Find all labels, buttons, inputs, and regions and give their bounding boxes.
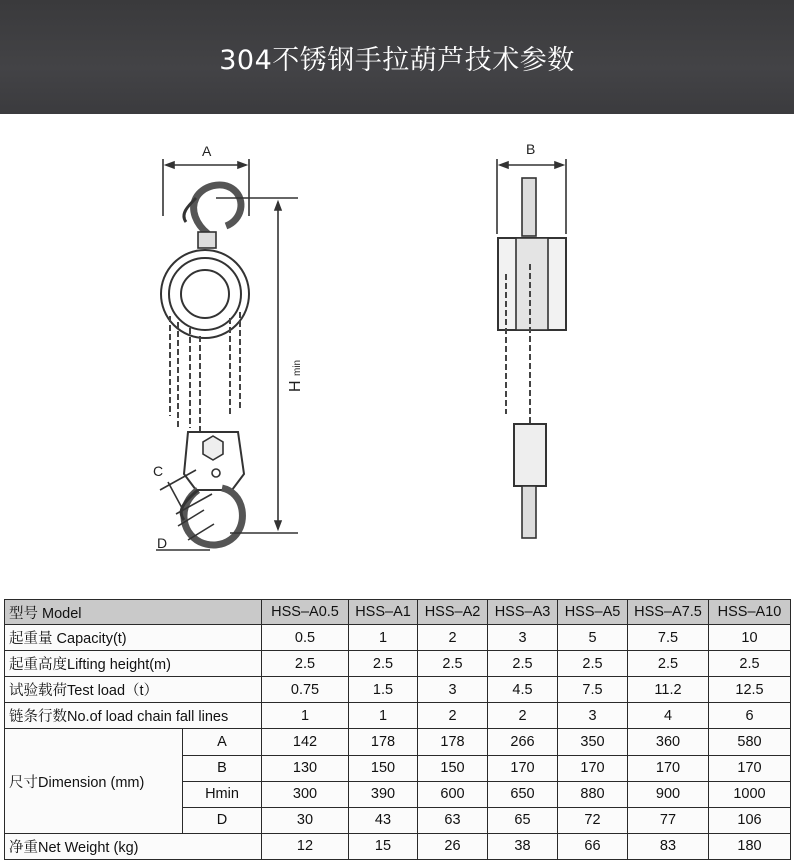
model-cell: HSS–A1	[349, 600, 418, 625]
table-cell: 1000	[709, 781, 791, 807]
table-cell: 38	[488, 833, 558, 859]
table-cell: 77	[628, 807, 709, 833]
dimension-sublabel: Hmin	[183, 781, 262, 807]
table-cell: 350	[558, 729, 628, 755]
table-cell: 2.5	[262, 651, 349, 677]
table-cell: 170	[709, 755, 791, 781]
table-cell: 580	[709, 729, 791, 755]
model-cell: HSS–A2	[418, 600, 488, 625]
label-b: B	[526, 141, 536, 157]
table-cell: 170	[488, 755, 558, 781]
table-header-row	[5, 600, 791, 625]
table-cell: 7.5	[558, 677, 628, 703]
hoist-diagram	[0, 114, 794, 598]
title-banner	[0, 0, 794, 114]
table-cell: 130	[262, 755, 349, 781]
table-cell: 2	[488, 703, 558, 729]
table-cell: 12.5	[709, 677, 791, 703]
table-cell: 178	[418, 729, 488, 755]
table-cell: 2.5	[488, 651, 558, 677]
label-h-sub: min	[292, 359, 303, 376]
label-h: H	[287, 380, 304, 392]
spec-table-wrap	[4, 599, 790, 860]
model-cell: HSS–A0.5	[262, 600, 349, 625]
table-cell: 880	[558, 781, 628, 807]
table-cell: 170	[628, 755, 709, 781]
model-cell: HSS–A3	[488, 600, 558, 625]
row-label: 净重Net Weight (kg)	[5, 833, 262, 859]
page-title: 304不锈钢手拉葫芦技术参数	[219, 44, 575, 76]
table-row-test-load	[5, 677, 791, 703]
table-row-dimension-a	[5, 729, 791, 755]
row-label: 试验载荷Test load（t）	[5, 677, 262, 703]
table-cell: 3	[558, 703, 628, 729]
table-cell: 600	[418, 781, 488, 807]
model-cell: HSS–A7.5	[628, 600, 709, 625]
table-cell: 66	[558, 833, 628, 859]
table-cell: 180	[709, 833, 791, 859]
hoist-body	[161, 250, 249, 338]
table-cell: 43	[349, 807, 418, 833]
dimension-sublabel: B	[183, 755, 262, 781]
table-cell: 2.5	[418, 651, 488, 677]
dimension-sublabel: D	[183, 807, 262, 833]
table-cell: 150	[349, 755, 418, 781]
label-c: C	[153, 463, 164, 479]
table-row-net-weight	[5, 833, 791, 859]
table-cell: 1	[349, 703, 418, 729]
table-cell: 15	[349, 833, 418, 859]
table-cell: 2	[418, 625, 488, 651]
table-cell: 2.5	[709, 651, 791, 677]
table-cell: 900	[628, 781, 709, 807]
top-hook	[194, 185, 241, 234]
table-cell: 4	[628, 703, 709, 729]
table-cell: 83	[628, 833, 709, 859]
table-cell: 10	[709, 625, 791, 651]
table-cell: 63	[418, 807, 488, 833]
table-row-lifting-height	[5, 651, 791, 677]
table-cell: 142	[262, 729, 349, 755]
table-cell: 1	[349, 625, 418, 651]
table-cell: 2.5	[628, 651, 709, 677]
table-cell: 12	[262, 833, 349, 859]
table-cell: 150	[418, 755, 488, 781]
spec-table	[4, 599, 791, 860]
table-cell: 0.5	[262, 625, 349, 651]
row-label: 链条行数No.of load chain fall lines	[5, 703, 262, 729]
model-cell: HSS–A10	[709, 600, 791, 625]
table-cell: 0.75	[262, 677, 349, 703]
side-top-hook	[522, 178, 536, 236]
technical-drawing	[0, 114, 794, 598]
table-cell: 30	[262, 807, 349, 833]
model-cell: HSS–A5	[558, 600, 628, 625]
table-cell: 266	[488, 729, 558, 755]
table-cell: 650	[488, 781, 558, 807]
label-d: D	[157, 535, 168, 551]
dimension-label: 尺寸Dimension (mm)	[5, 729, 183, 833]
table-cell: 11.2	[628, 677, 709, 703]
table-cell: 106	[709, 807, 791, 833]
side-bottom-block	[514, 424, 546, 486]
table-cell: 4.5	[488, 677, 558, 703]
row-label: 起重量 Capacity(t)	[5, 625, 262, 651]
table-cell: 178	[349, 729, 418, 755]
table-row-capacity	[5, 625, 791, 651]
header-model-label: 型号 Model	[5, 600, 262, 625]
table-cell: 2.5	[558, 651, 628, 677]
table-cell: 3	[488, 625, 558, 651]
table-cell: 7.5	[628, 625, 709, 651]
table-cell: 2.5	[349, 651, 418, 677]
table-cell: 6	[709, 703, 791, 729]
table-cell: 360	[628, 729, 709, 755]
table-cell: 65	[488, 807, 558, 833]
table-cell: 1.5	[349, 677, 418, 703]
table-row-chain-falls	[5, 703, 791, 729]
table-cell: 390	[349, 781, 418, 807]
label-a: A	[202, 143, 212, 159]
table-cell: 26	[418, 833, 488, 859]
row-label: 起重高度Lifting height(m)	[5, 651, 262, 677]
table-cell: 300	[262, 781, 349, 807]
table-cell: 170	[558, 755, 628, 781]
dimension-sublabel: A	[183, 729, 262, 755]
table-cell: 2	[418, 703, 488, 729]
table-cell: 3	[418, 677, 488, 703]
table-cell: 72	[558, 807, 628, 833]
table-cell: 1	[262, 703, 349, 729]
table-cell: 5	[558, 625, 628, 651]
